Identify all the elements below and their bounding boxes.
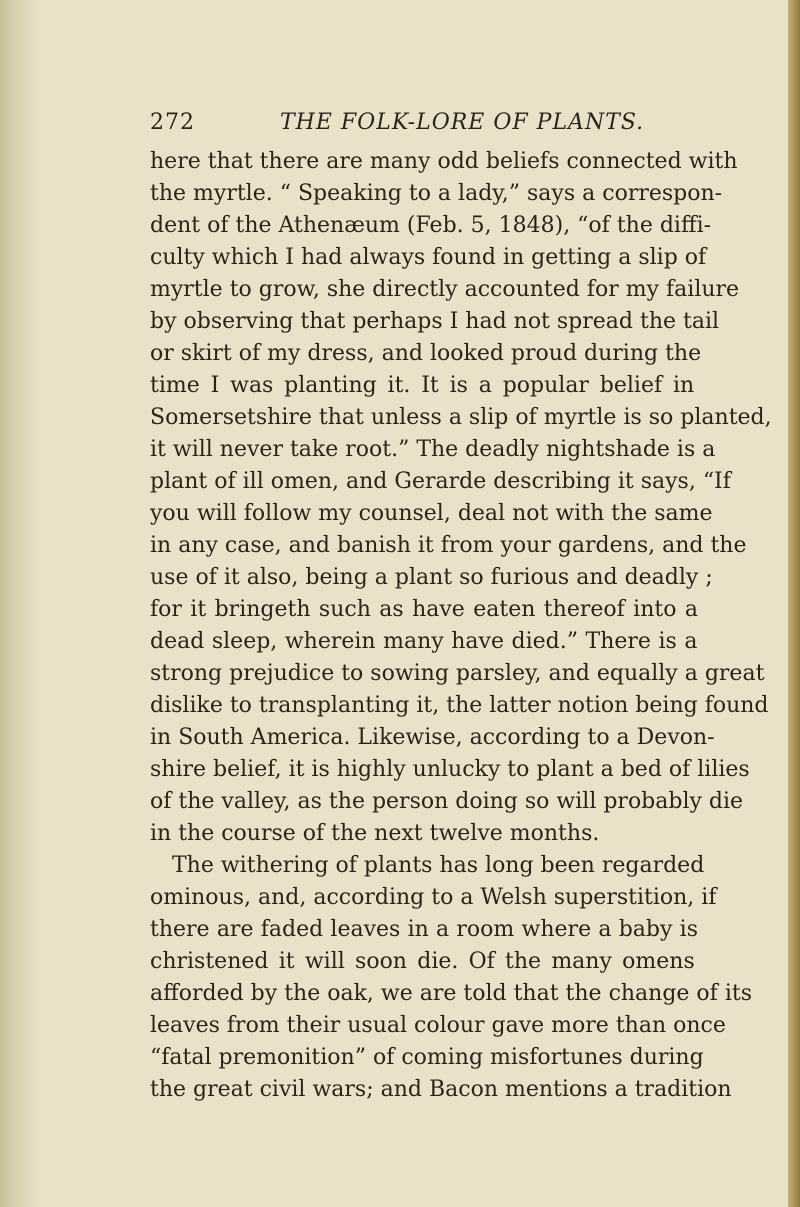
- text-line: strong prejudice to sowing parsley, and equally a great: [150, 661, 765, 686]
- text-line: the great civil wars; and Bacon mentions a tradition: [150, 1077, 732, 1102]
- running-title: THE FOLK-LORE OF PLANTS.: [280, 110, 645, 135]
- text-line: christened it will soon die. Of the many omens: [150, 949, 695, 974]
- text-line: myrtle to grow, she directly accounted for my failure: [150, 277, 740, 302]
- text-line: time I was planting it. It is a popular belief in: [150, 373, 695, 398]
- text-line: afforded by the oak, we are told that the change of its: [150, 981, 752, 1006]
- text-line: in any case, and banish it from your gardens, and the: [150, 533, 747, 558]
- text-line: shire belief, it is highly unlucky to plant a bed of lilies: [150, 757, 750, 782]
- text-line: leaves from their usual colour gave more than once: [150, 1013, 726, 1038]
- text-line: the myrtle. “ Speaking to a lady,” says a correspon-: [150, 181, 723, 206]
- text-line: you will follow my counsel, deal not with the same: [150, 501, 713, 526]
- text-line: in South America. Likewise, according to a Devon-: [150, 725, 715, 750]
- text-line: The withering of plants has long been regarded: [172, 853, 705, 878]
- text-line: culty which I had always found in getting a slip of: [150, 245, 707, 270]
- text-line: it will never take root.” The deadly nightshade is a: [150, 437, 716, 462]
- text-line: here that there are many odd beliefs connected with: [150, 149, 738, 174]
- text-line: plant of ill omen, and Gerarde describing it says, “If: [150, 469, 731, 494]
- text-line: for it bringeth such as have eaten thereof into a: [150, 597, 698, 622]
- text-line: by observing that perhaps I had not spread the tail: [150, 309, 720, 334]
- text-line: “fatal premonition” of coming misfortunes during: [150, 1045, 704, 1070]
- text-line: use of it also, being a plant so furious and deadly ;: [150, 565, 713, 590]
- text-line: dent of the Athenæum (Feb. 5, 1848), “of the diffi-: [150, 213, 712, 238]
- running-head: [150, 110, 690, 138]
- text-line: Somersetshire that unless a slip of myrtle is so planted,: [150, 405, 772, 430]
- text-line: dead sleep, wherein many have died.” There is a: [150, 629, 698, 654]
- text-line: in the course of the next twelve months.: [150, 821, 600, 846]
- text-line: of the valley, as the person doing so will probably die: [150, 789, 744, 814]
- text-line: ominous, and, according to a Welsh superstition, if: [150, 885, 717, 910]
- text-line: there are faded leaves in a room where a baby is: [150, 917, 698, 942]
- text-line: dislike to transplanting it, the latter notion being found: [150, 693, 769, 718]
- page-number: 272: [150, 110, 195, 135]
- text-line: or skirt of my dress, and looked proud during the: [150, 341, 702, 366]
